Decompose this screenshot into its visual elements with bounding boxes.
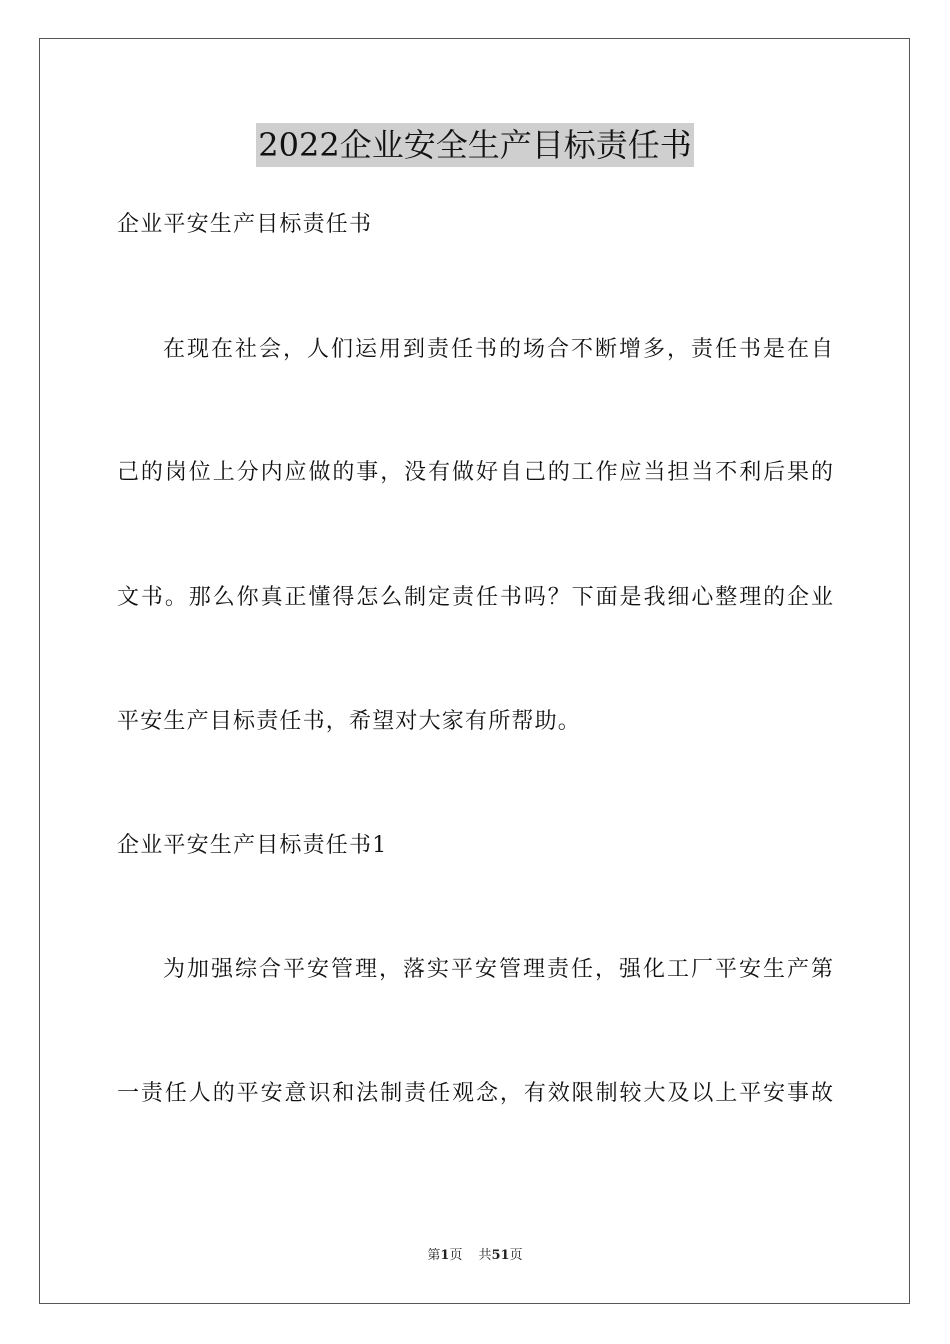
page-footer xyxy=(0,1247,950,1265)
paragraph1-line: 在现在社会，人们运用到责任书的场合不断增多，责任书是在自 xyxy=(163,337,833,362)
footer-page-suffix: 页 xyxy=(449,1248,463,1263)
paragraph2-line: 为加强综合平安管理，落实平安管理责任，强化工厂平安生产第 xyxy=(163,957,833,982)
footer-total-prefix: 共 xyxy=(478,1248,492,1263)
document-title: 2022企业安全生产目标责任书 xyxy=(256,123,693,167)
footer-total-pages: 51 xyxy=(491,1248,510,1263)
paragraph2-line: 一责任人的平安意识和法制责任观念，有效限制较大及以上平安事故 xyxy=(117,1081,833,1106)
footer-total-suffix: 页 xyxy=(509,1248,523,1263)
footer-page-number: 1 xyxy=(440,1248,450,1263)
document-subtitle: 企业平安生产目标责任书 xyxy=(117,212,373,237)
paragraph1-line: 己的岗位上分内应做的事，没有做好自己的工作应当担当不利后果的 xyxy=(117,460,833,485)
footer-page-prefix: 第 xyxy=(427,1248,441,1263)
paragraph1-line: 文书。那么你真正懂得怎么制定责任书吗？下面是我细心整理的企业 xyxy=(117,585,833,610)
paragraph1-line: 平安生产目标责任书，希望对大家有所帮助。 xyxy=(117,709,582,734)
section-heading: 企业平安生产目标责任书1 xyxy=(117,833,388,858)
title-container xyxy=(0,123,950,167)
